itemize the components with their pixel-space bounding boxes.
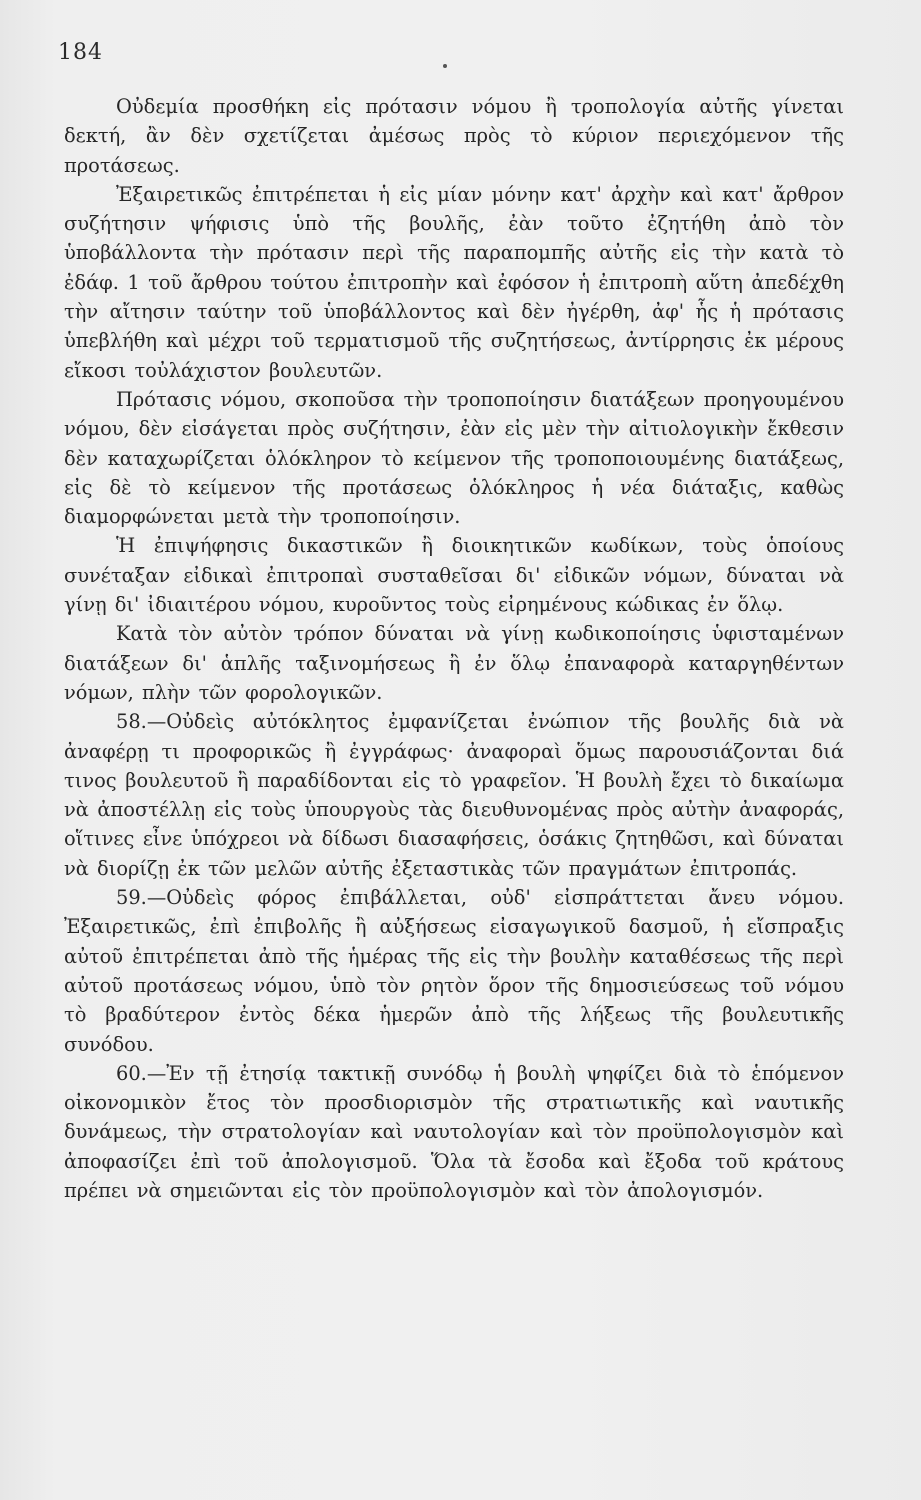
paragraph-article-60: 60.—Ἐν τῇ ἐτησίᾳ τακτικῇ συνόδῳ ἡ βουλὴ ψηφίζει διὰ τὸ ἑπόμενον οἰκονομικὸν ἔτος τὸν προσδιορισμὸν τῆς στρατιωτικῆς καὶ ναυτικῆς δυνάμεως, τὴν στρατολογίαν καὶ ναυτολογίαν καὶ τὸν προϋπολογισμὸν καὶ ἀποφασίζει ἐπὶ τοῦ ἀπολογισμοῦ. Ὅλα τὰ ἔσοδα καὶ ἔξοδα τοῦ κράτους πρέπει νὰ σημειῶνται εἰς τὸν προϋπολογισμὸν καὶ τὸν ἀπολογισμόν. <box>64 1061 844 1202</box>
body-text <box>64 92 844 1205</box>
paragraph-codification: Κατὰ τὸν αὐτὸν τρόπον δύναται νὰ γίνῃ κωδικοποίησις ὑφισταμένων διατάξεων δι' ἁπλῆς ταξινομήσεως ἢ ἐν ὅλῳ ἐπαναφορὰ καταργηθέντων νόμων, πλὴν τῶν φορολογικῶν. <box>64 622 844 704</box>
print-speck <box>443 64 447 68</box>
page-number: 184 <box>58 40 103 65</box>
paragraph-exceptional-vote: Ἐξαιρετικῶς ἐπιτρέπεται ἡ εἰς μίαν μόνην κατ' ἀρχὴν καὶ κατ' ἄρθρον συζήτησιν ψήφισις ὑπὸ τῆς βουλῆς, ἐὰν τοῦτο ἐζητήθη ἀπὸ τὸν ὑποβάλλοντα τὴν πρότασιν περὶ τῆς παραπομπῆς αὐτῆς εἰς τὴν κατὰ τὸ ἐδάφ. 1 τοῦ ἄρθρου τούτου ἐπιτροπὴν καὶ ἐφόσον ἡ ἐπιτροπὴ αὕτη ἀπεδέχθη τὴν αἴτησιν ταύτην τοῦ ὑποβάλλοντος καὶ δὲν ἠγέρθη, ἀφ' ἧς ἡ πρότασις ὑπεβλήθη καὶ μέχρι τοῦ τερματισμοῦ τῆς συζητήσεως, ἀντίρρησις ἐκ μέρους εἴκοσι τοὐλάχιστον βουλευτῶν. <box>64 182 844 382</box>
paragraph-modification-proposal: Πρότασις νόμου, σκοποῦσα τὴν τροποποίησιν διατάξεων προηγουμένου νόμου, δὲν εἰσάγεται πρὸς συζήτησιν, ἐὰν εἰς μὲν τὴν αἰτιολογικὴν ἔκθεσιν δὲν καταχωρίζεται ὁλόκληρον τὸ κείμενον τῆς τροποποιουμένης διατάξεως, εἰς δὲ τὸ κείμενον τῆς προτάσεως ὁλόκληρος ἡ νέα διάταξις, καθὼς διαμορφώνεται μετὰ τὴν τροποποίησιν. <box>64 387 844 529</box>
paragraph-codes-ratification: Ἡ ἐπιψήφησις δικαστικῶν ἢ διοικητικῶν κωδίκων, τοὺς ὁποίους συνέταξαν εἰδικαὶ ἐπιτροπαὶ συσταθεῖσαι δι' εἰδικῶν νόμων, δύναται νὰ γίνῃ δι' ἰδιαιτέρου νόμου, κυροῦντος τοὺς εἰρημένους κώδικας ἐν ὅλῳ. <box>64 534 844 617</box>
paragraph-article-59: 59.—Οὐδεὶς φόρος ἐπιβάλλεται, οὐδ' εἰσπράττεται ἄνευ νόμου. Ἐξαιρετικῶς, ἐπὶ ἐπιβολῆς ἢ αὐξήσεως εἰσαγωγικοῦ δασμοῦ, ἡ εἴσπραξις αὐτοῦ ἐπιτρέπεται ἀπὸ τῆς ἡμέρας τῆς εἰς τὴν βουλὴν καταθέσεως τῆς περὶ αὐτοῦ προτάσεως νόμου, ὑπὸ τὸν ρητὸν ὅρον τῆς δημοσιεύσεως τοῦ νόμου τὸ βραδύτερον ἐντὸς δέκα ἡμερῶν ἀπὸ τῆς λήξεως τῆς βουλευτικῆς συνόδου. <box>64 886 844 1056</box>
paragraph-amendments: Οὐδεμία προσθήκη εἰς πρότασιν νόμου ἢ τροπολογία αὐτῆς γίνεται δεκτή, ἂν δὲν σχετίζεται ἀμέσως πρὸς τὸ κύριον περιεχόμενον τῆς προτάσεως. <box>64 95 844 177</box>
paragraph-article-58: 58.—Οὐδεὶς αὐτόκλητος ἐμφανίζεται ἐνώπιον τῆς βουλῆς διὰ νὰ ἀναφέρῃ τι προφορικῶς ἢ ἐγγράφως· ἀναφοραὶ ὅμως παρουσιάζονται διά τινος βουλευτοῦ ἢ παραδίδονται εἰς τὸ γραφεῖον. Ἡ βουλὴ ἔχει τὸ δικαίωμα νὰ ἀποστέλλῃ εἰς τοὺς ὑπουργοὺς τὰς διευθυνομένας πρὸς αὐτὴν ἀναφοράς, οἵτινες εἶνε ὑπόχρεοι νὰ δίδωσι διασαφήσεις, ὁσάκις ζητηθῶσι, καὶ δύναται νὰ διορίζῃ ἐκ τῶν μελῶν αὐτῆς ἐξεταστικὰς τῶν πραγμάτων ἐπιτροπάς. <box>64 710 844 880</box>
